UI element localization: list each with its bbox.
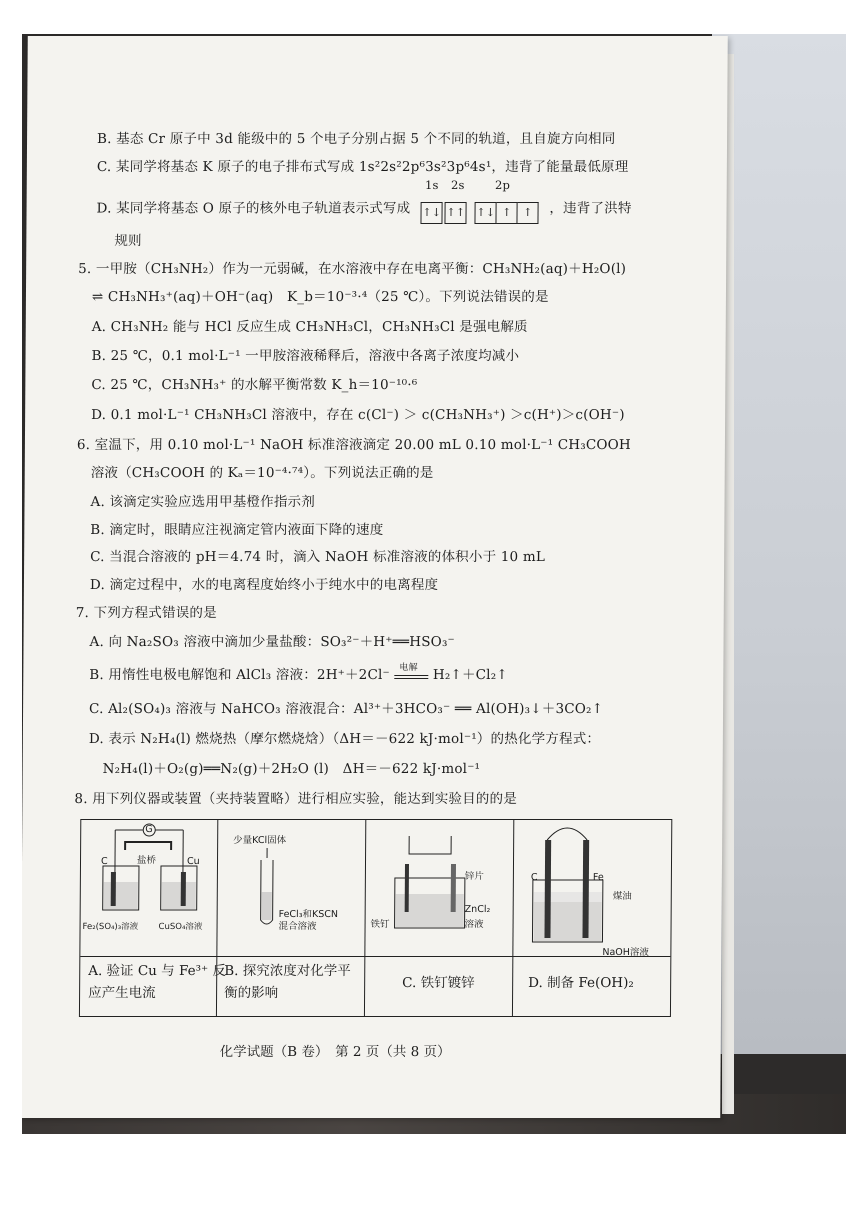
label-kcl-solid: 少量KCl固体: [233, 835, 287, 846]
q5-option-d: D. 0.1 mol·L⁻¹ CH₃NH₃Cl 溶液中，存在 c(Cl⁻) ＞ c(CH₃NH₃⁺) ＞c(H⁺)＞c(OH⁻): [91, 407, 625, 423]
label-naoh-solution: NaOH溶液: [602, 947, 649, 958]
label-fe2so43-solution: Fe₂(SO₄)₃溶液: [82, 922, 139, 932]
q8-apparatus-table: [79, 819, 672, 1017]
orbital-label-2p: 2p: [494, 178, 511, 192]
q7-option-d-equation: N₂H₄(l)＋O₂(g)══N₂(g)＋2H₂O (l) ΔH＝－622 kJ·mol⁻¹: [102, 761, 481, 777]
label-iron-rod: Fe: [592, 872, 604, 883]
caption-d: D. 制备 Fe(OH)₂: [528, 975, 634, 991]
caption-b: B. 探究浓度对化学平 衡的影响: [224, 963, 351, 1001]
label-solution: 溶液: [464, 919, 484, 930]
label-mixed-solution: 混合溶液: [278, 921, 317, 932]
label-carbon-electrode: C: [100, 856, 108, 867]
page-footer: 化学试题（B 卷） 第 2 页（共 8 页）: [219, 1044, 451, 1060]
q7-option-c: C. Al₂(SO₄)₃ 溶液与 NaHCO₃ 溶液混合：Al³⁺＋3HCO₃⁻ ══ Al(OH)₃↓＋3CO₂↑: [89, 701, 604, 717]
q8-stem: 8. 用下列仪器或装置（夹持装置略）进行相应实验，能达到实验目的的是: [74, 791, 517, 807]
q5-stem-1: 5. 一甲胺（CH₃NH₂）作为一元弱碱，在水溶液中存在电离平衡：CH₃NH₂(aq)＋H₂O(l): [78, 261, 627, 277]
label-iron-nail: 铁钉: [370, 919, 390, 930]
q6-option-a: A. 该滴定实验应选用甲基橙作指示剂: [90, 494, 316, 510]
photo-frame: [22, 34, 846, 1134]
label-zinc-sheet: 锌片: [464, 871, 484, 882]
label-carbon-rod: C: [530, 872, 538, 883]
label-fecl3-kscn: FeCl₃和KSCN: [278, 909, 339, 920]
q4-option-c: C. 某同学将基态 K 原子的电子排布式写成 1s²2s²2p⁶3s²3p⁶4s¹，违背了能量最低原理: [96, 159, 629, 175]
q7-option-b: B. 用惰性电极电解饱和 AlCl₃ 溶液：2H⁺＋2Cl⁻ 电解 H₂↑＋Cl₂↑: [89, 662, 508, 683]
q4-option-d-text: D. 某同学将基态 O 原子的核外电子轨道表示式写成: [96, 200, 411, 217]
q6-option-d: D. 滴定过程中，水的电离程度始终小于纯水中的电离程度: [89, 577, 439, 593]
label-salt-bridge: 盐桥: [136, 855, 157, 866]
orbital-box-2s: ↑↑: [445, 202, 467, 224]
plating-drawing: [364, 820, 513, 950]
q5-stem-2: ⇌ CH₃NH₃⁺(aq)＋OH⁻(aq) K_b＝10⁻³·⁴（25 ℃）。下列说法错误的是: [91, 289, 549, 305]
orbital-box-2p-1: ↑↓: [475, 202, 497, 224]
q6-option-c: C. 当混合溶液的 pH＝4.74 时，滴入 NaOH 标准溶液的体积小于 10 mL: [90, 549, 546, 565]
label-galvanometer: G: [145, 824, 153, 835]
q4-option-d: [96, 178, 632, 220]
q4-option-b: B. 基态 Cr 原子中 3d 能级中的 5 个电子分别占据 5 个不同的轨道，且自旋方向相同: [97, 131, 616, 147]
orbital-box-1s: ↑↓: [421, 202, 443, 224]
q7-option-a: A. 向 Na₂SO₃ 溶液中滴加少量盐酸：SO₃²⁻＋H⁺══HSO₃⁻: [89, 634, 455, 650]
feoh2-drawing: [512, 820, 670, 960]
q5-option-b: B. 25 ℃，0.1 mol·L⁻¹ 一甲胺溶液稀释后，溶液中各离子浓度均减小: [91, 348, 520, 364]
caption-a: A. 验证 Cu 与 Fe³⁺ 反 应产生电流: [88, 963, 226, 1001]
exam-page: [22, 36, 728, 1118]
label-copper-electrode: Cu: [186, 856, 200, 867]
orbital-diagram: [421, 178, 541, 224]
orbital-label-2s: 2s: [450, 178, 465, 192]
label-kerosene: 煤油: [612, 891, 632, 902]
orbital-box-2p-2: ↑: [497, 202, 518, 224]
q7-stem: 7. 下列方程式错误的是: [75, 605, 217, 621]
q5-option-a: A. CH₃NH₂ 能与 HCl 反应生成 CH₃NH₃Cl，CH₃NH₃Cl 是强电解质: [91, 319, 528, 335]
caption-c: C. 铁钉镀锌: [402, 975, 475, 991]
q6-option-b: B. 滴定时，眼睛应注视滴定管内液面下降的速度: [90, 522, 384, 538]
q5-option-c: C. 25 ℃，CH₃NH₃⁺ 的水解平衡常数 K_h＝10⁻¹⁰·⁶: [91, 377, 418, 393]
electrolysis-arrow: 电解: [394, 673, 428, 679]
q6-stem-2: 溶液（CH₃COOH 的 Kₐ＝10⁻⁴·⁷⁴）。下列说法正确的是: [90, 465, 434, 481]
q4-option-d-tail: ，违背了洪特: [549, 200, 632, 217]
q6-stem-1: 6. 室温下，用 0.10 mol·L⁻¹ NaOH 标准溶液滴定 20.00 mL 0.10 mol·L⁻¹ CH₃COOH: [76, 437, 631, 453]
orbital-label-1s: 1s: [424, 178, 439, 192]
orbital-box-2p-3: ↑: [518, 202, 539, 224]
q7-option-d: D. 表示 N₂H₄(l) 燃烧热（摩尔燃烧焓）（ΔH＝－622 kJ·mol⁻¹）的热化学方程式：: [88, 731, 601, 747]
label-zncl2: ZnCl₂: [464, 904, 491, 915]
label-cuso4-solution: CuSO₄溶液: [158, 922, 203, 932]
q4-option-d-cont: 规则: [114, 233, 142, 249]
